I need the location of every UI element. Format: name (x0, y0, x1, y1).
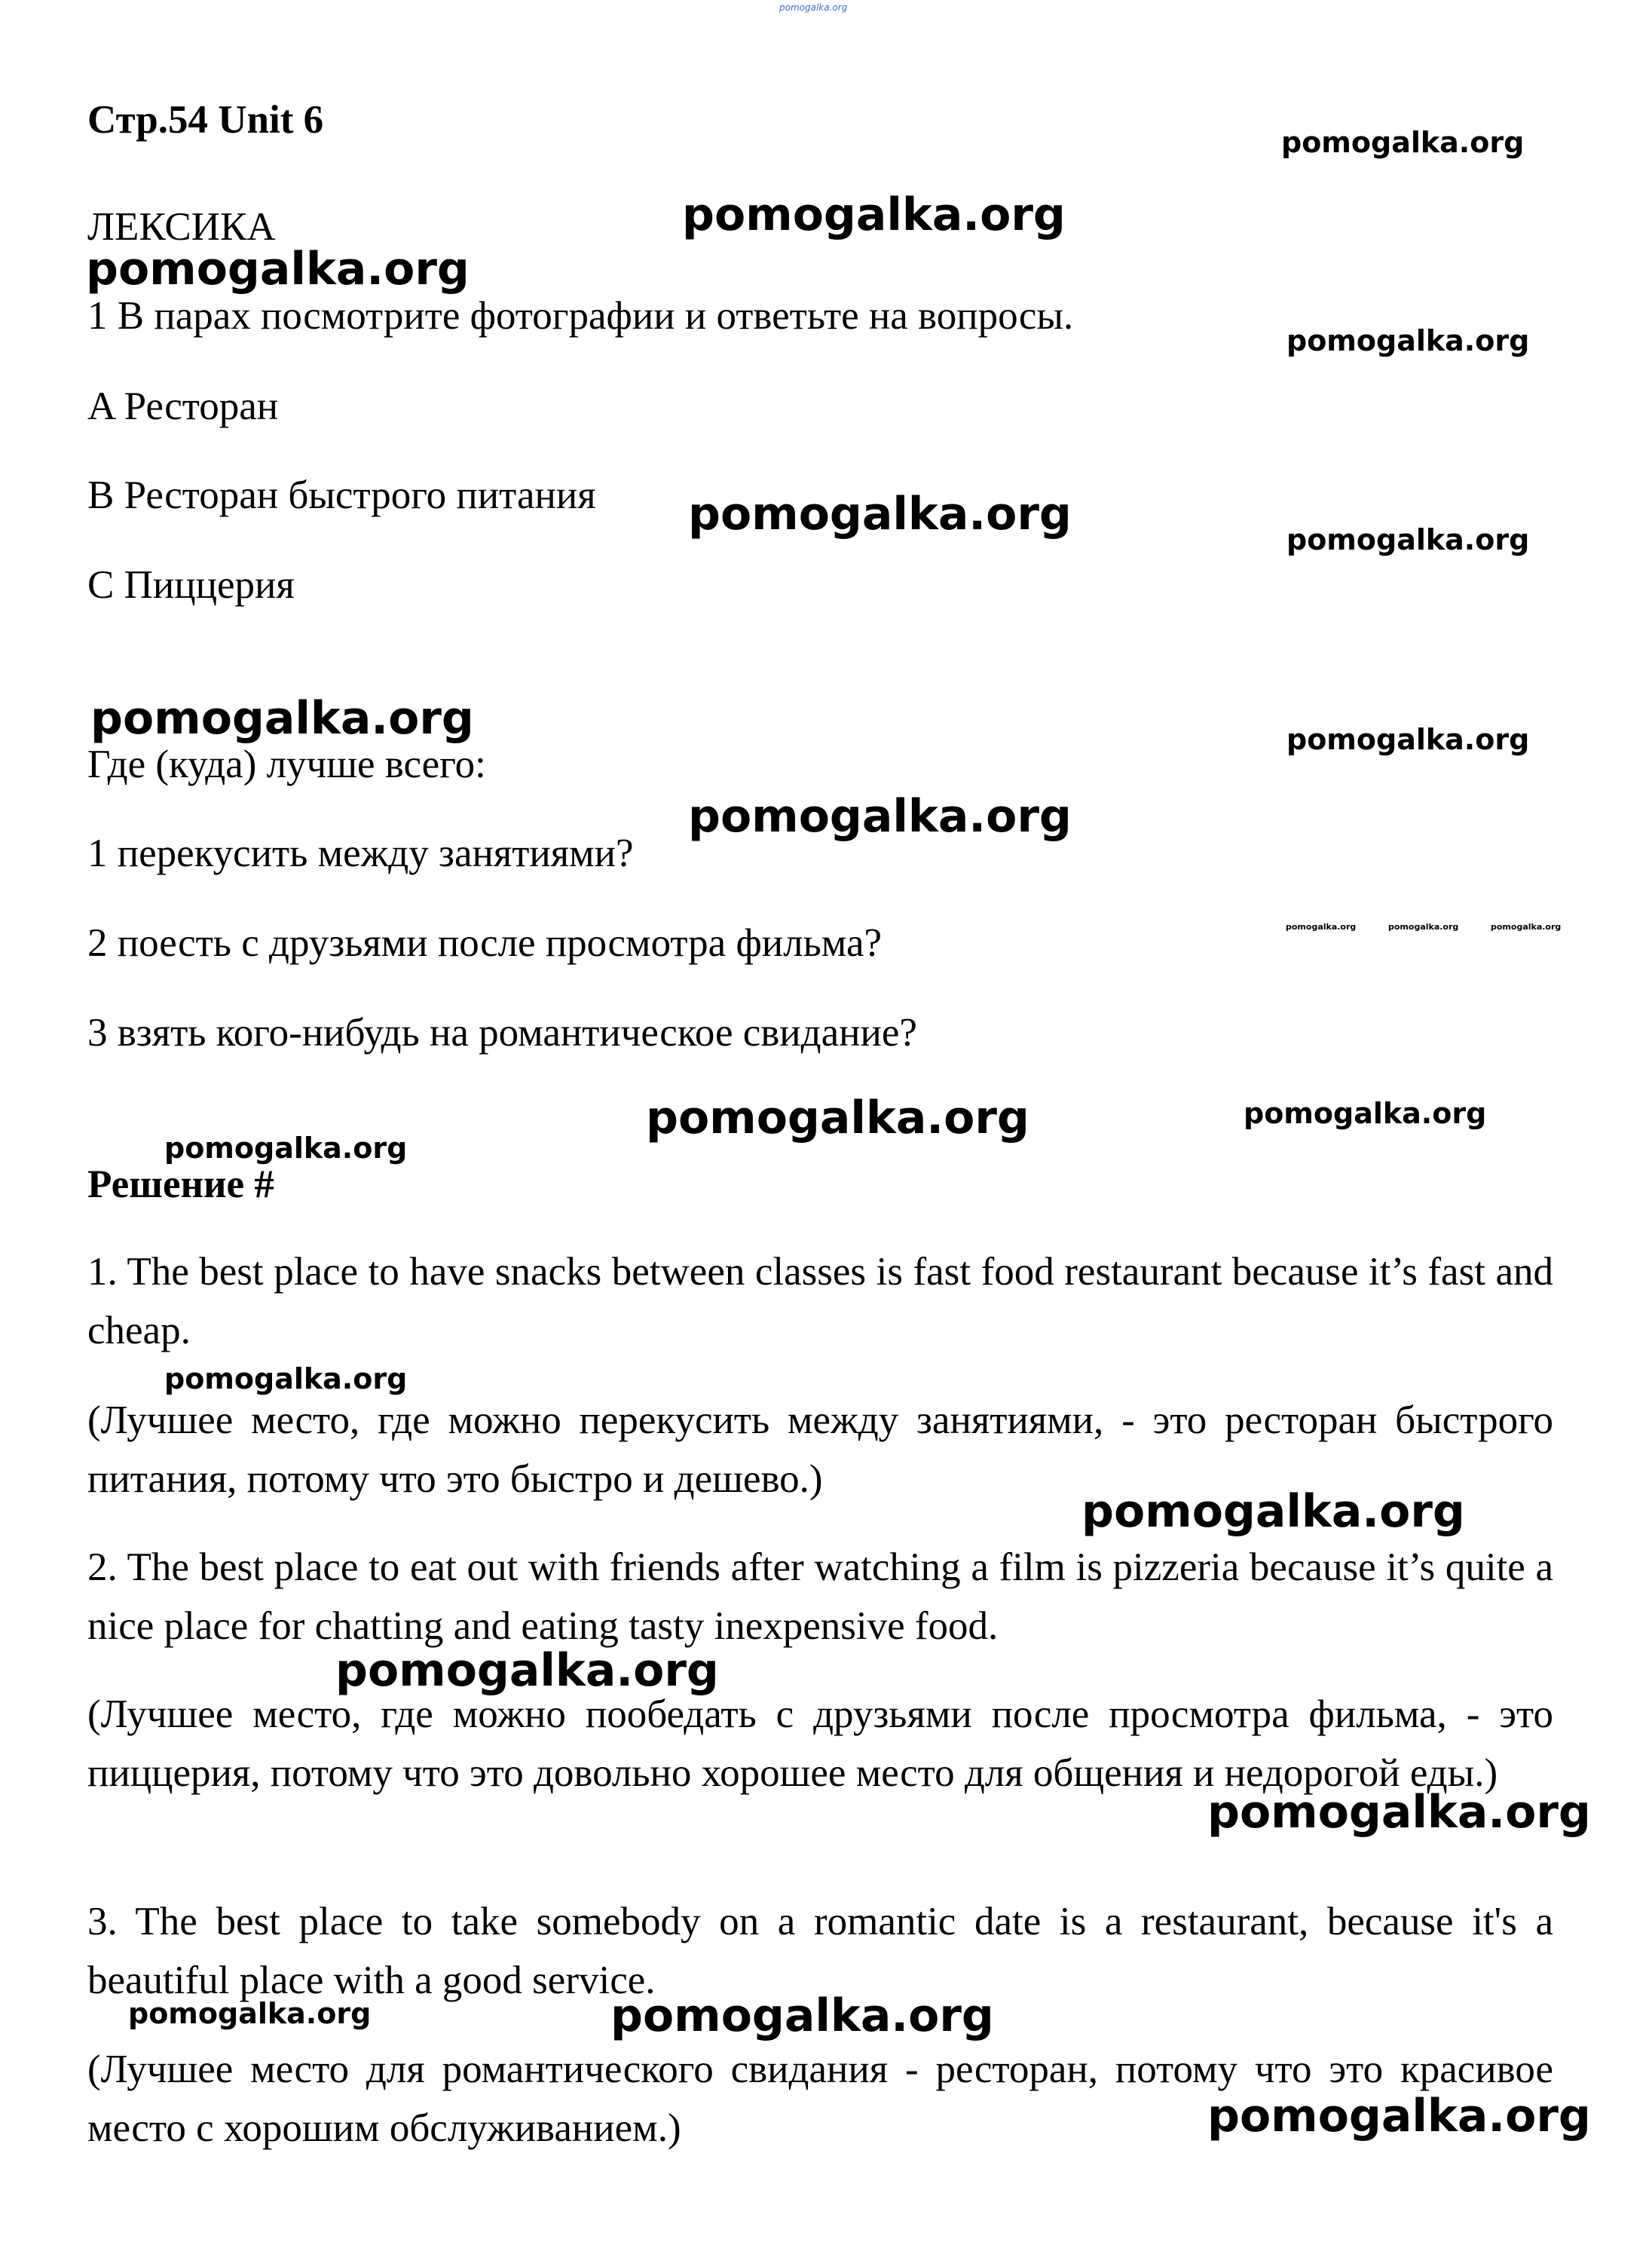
watermark[interactable]: pomogalka.org (1207, 2090, 1591, 2142)
option-b: B Ресторан быстрого питания (87, 473, 596, 517)
watermark[interactable]: pomogalka.org (688, 790, 1072, 843)
watermark-top[interactable]: pomogalka.org (779, 2, 848, 13)
watermark[interactable]: pomogalka.org (610, 1989, 994, 2042)
watermark[interactable]: pomogalka.org (90, 692, 474, 745)
watermark[interactable]: pomogalka.org (1244, 1097, 1487, 1130)
question-1: 1 перекусить между занятиями? (87, 832, 634, 875)
answer-2-en: 2. The best place to eat out with friends after watching a film is pizzeria because it’s quite a nice place for chatting and eating tasty inexpensive food. (87, 1545, 1553, 1648)
page-ref-heading: Стр.54 Unit 6 (87, 98, 324, 142)
watermark[interactable]: pomogalka.org (682, 188, 1066, 241)
option-a: A Ресторан (87, 384, 279, 428)
watermark[interactable]: pomogalka.org (164, 1132, 408, 1165)
watermark[interactable]: pomogalka.org (1081, 1485, 1465, 1538)
answer-1-en: 1. The best place to have snacks between classes is fast food restaurant because it’s fast and cheap. (87, 1250, 1553, 1352)
task-instruction: 1 В парах посмотрите фотографии и ответьте на вопросы. (87, 294, 1074, 338)
watermark[interactable]: pomogalka.org (86, 243, 470, 296)
answer-3-ru: (Лучшее место для романтического свидания - ресторан, потому что это красивое место с хорошим обслуживанием.) (87, 2047, 1553, 2150)
answer-3-en: 3. The best place to take somebody on a romantic date is a restaurant, because it's a beautiful place with a good service. (87, 1900, 1553, 2002)
watermark[interactable]: pomogalka.org (1286, 523, 1530, 556)
question-3: 3 взять кого-нибудь на романтическое свидание? (87, 1011, 917, 1055)
option-c: C Пиццерия (87, 563, 295, 607)
watermark[interactable]: pomogalka.org (128, 1997, 372, 2030)
answer-2-ru: (Лучшее место, где можно пообедать с друзьями после просмотра фильма, - это пиццерия, потому что это довольно хорошее место для общения и недорогой еды.) (87, 1692, 1553, 1795)
question-2: 2 поесть с друзьями после просмотра фильма? (87, 921, 882, 965)
question-intro: Где (куда) лучше всего: (87, 743, 486, 786)
watermark[interactable]: pomogalka.org (335, 1644, 719, 1697)
watermark[interactable]: pomogalka.org (1286, 324, 1530, 357)
answer-1-ru: (Лучшее место, где можно перекусить между занятиями, - это ресторан быстрого питания, потому что это быстро и дешево.) (87, 1398, 1553, 1501)
solution-title: Решение # (87, 1162, 274, 1206)
watermark[interactable]: pomogalka.org (1286, 723, 1530, 756)
watermark[interactable]: pomogalka.org (1281, 126, 1525, 159)
section-heading: ЛЕКСИКА (87, 205, 276, 249)
watermark[interactable]: pomogalka.org (164, 1362, 408, 1395)
watermark-tiny[interactable]: pomogalka.org (1491, 922, 1562, 932)
watermark[interactable]: pomogalka.org (688, 488, 1072, 541)
watermark-tiny[interactable]: pomogalka.org (1286, 922, 1357, 932)
watermark-tiny[interactable]: pomogalka.org (1388, 922, 1459, 932)
watermark[interactable]: pomogalka.org (646, 1092, 1029, 1144)
watermark[interactable]: pomogalka.org (1207, 1786, 1591, 1839)
